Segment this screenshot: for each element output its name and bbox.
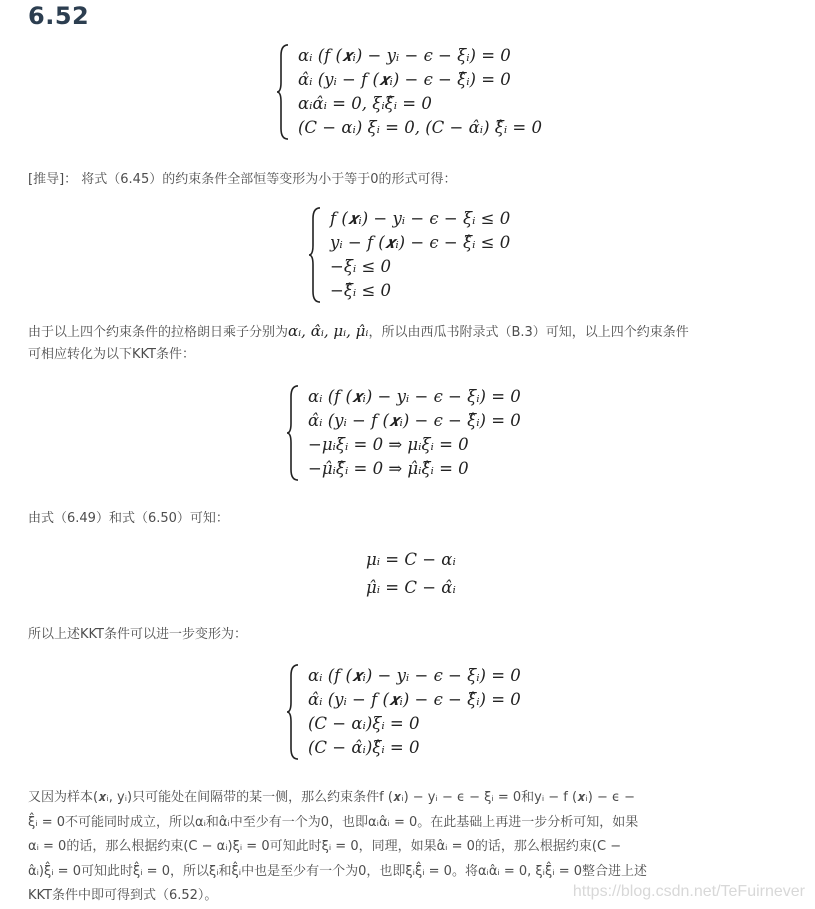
paragraph-line: ξ̂ᵢ = 0不可能同时成立，所以αᵢ和α̂ᵢ中至少有一个为0，也即αᵢα̂ᵢ = 0。在此基础上再进一步分析可知，如果 [28,814,639,830]
constraint-line: −ξ̂ᵢ ≤ 0 [330,281,392,300]
text: 由于以上四个约束条件的拉格朗日乘子分别为 [28,325,289,340]
section-title: 6.52 [28,2,90,30]
kkt-line: α̂ᵢ (yᵢ − f (𝒙ᵢ) − ϵ − ξ̂ᵢ) = 0 [308,690,521,709]
kkt-line: α̂ᵢ (yᵢ − f (𝒙ᵢ) − ϵ − ξ̂ᵢ) = 0 [308,411,521,430]
watermark: https://blog.csdn.net/TeFuirnever [572,883,805,900]
kkt-conditions-1 [286,385,521,481]
equation-line: αᵢα̂ᵢ = 0, ξᵢξ̂ᵢ = 0 [298,94,432,113]
kkt-line: αᵢ (f (𝒙ᵢ) − yᵢ − ϵ − ξᵢ) = 0 [308,387,521,406]
equation-6-52 [276,44,542,140]
kkt-line: (C − α̂ᵢ)ξ̂ᵢ = 0 [308,738,420,757]
further-transform-text: 所以上述KKT条件可以进一步变形为： [28,627,247,642]
kkt-line: (C − αᵢ)ξᵢ = 0 [308,714,420,733]
multipliers-paragraph [28,320,798,366]
text: ，所以由西瓜书附录式（B.3）可知，以上四个约束条件 [368,325,689,340]
left-brace-icon [286,385,300,481]
left-brace-icon [308,207,322,303]
mu-equations [366,546,456,602]
kkt-line: −μ̂ᵢξ̂ᵢ = 0 ⇒ μ̂ᵢξ̂ᵢ = 0 [308,459,469,478]
mu-equation: μᵢ = C − αᵢ [366,550,456,569]
text: 可相应转化为以下KKT条件： [28,347,195,362]
kkt-conditions-2 [286,664,521,760]
equation-line: αᵢ (f (𝒙ᵢ) − yᵢ − ϵ − ξᵢ) = 0 [298,46,511,65]
equation-line: (C − αᵢ) ξᵢ = 0, (C − α̂ᵢ) ξ̂ᵢ = 0 [298,118,542,137]
derivation-intro: [推导]： 将式（6.45）的约束条件全部恒等变形为小于等于0的形式可得： [28,172,457,187]
constraint-line: f (𝒙ᵢ) − yᵢ − ϵ − ξᵢ ≤ 0 [330,209,511,228]
kkt-line: αᵢ (f (𝒙ᵢ) − yᵢ − ϵ − ξᵢ) = 0 [308,666,521,685]
constraints-system [308,207,510,303]
inline-math: αᵢ, α̂ᵢ, μᵢ, μ̂ᵢ [288,322,369,340]
constraint-line: yᵢ − f (𝒙ᵢ) − ϵ − ξ̂ᵢ ≤ 0 [330,233,511,252]
kkt-line: −μᵢξᵢ = 0 ⇒ μᵢξᵢ = 0 [308,435,469,454]
paragraph-line: α̂ᵢ)ξ̂ᵢ = 0可知此时ξ̂ᵢ = 0，所以ξᵢ和ξ̂ᵢ中也是至少有一个为0，也即ξᵢξ̂ᵢ = 0。将αᵢα̂ᵢ = 0, ξᵢξ̂ᵢ = 0整合进上述 [28,863,648,879]
constraint-line: −ξᵢ ≤ 0 [330,257,392,276]
from-equations-text: 由式（6.49）和式（6.50）可知： [28,511,229,526]
left-brace-icon [286,664,300,760]
paragraph-line: KKT条件中即可得到式（6.52）。 [28,888,218,903]
mu-equation: μ̂ᵢ = C − α̂ᵢ [366,578,456,597]
paragraph-line: αᵢ = 0的话，那么根据约束(C − αᵢ)ξᵢ = 0可知此时ξᵢ = 0，同理，如果α̂ᵢ = 0的话，那么根据约束(C − [28,839,622,854]
left-brace-icon [276,44,290,140]
paragraph-line: 又因为样本(𝒙ᵢ, yᵢ)只可能处在间隔带的某一侧，那么约束条件f (𝒙ᵢ) − yᵢ − ϵ − ξᵢ = 0和yᵢ − f (𝒙ᵢ) − ϵ − [28,790,636,805]
equation-line: α̂ᵢ (yᵢ − f (𝒙ᵢ) − ϵ − ξ̂ᵢ) = 0 [298,70,511,89]
